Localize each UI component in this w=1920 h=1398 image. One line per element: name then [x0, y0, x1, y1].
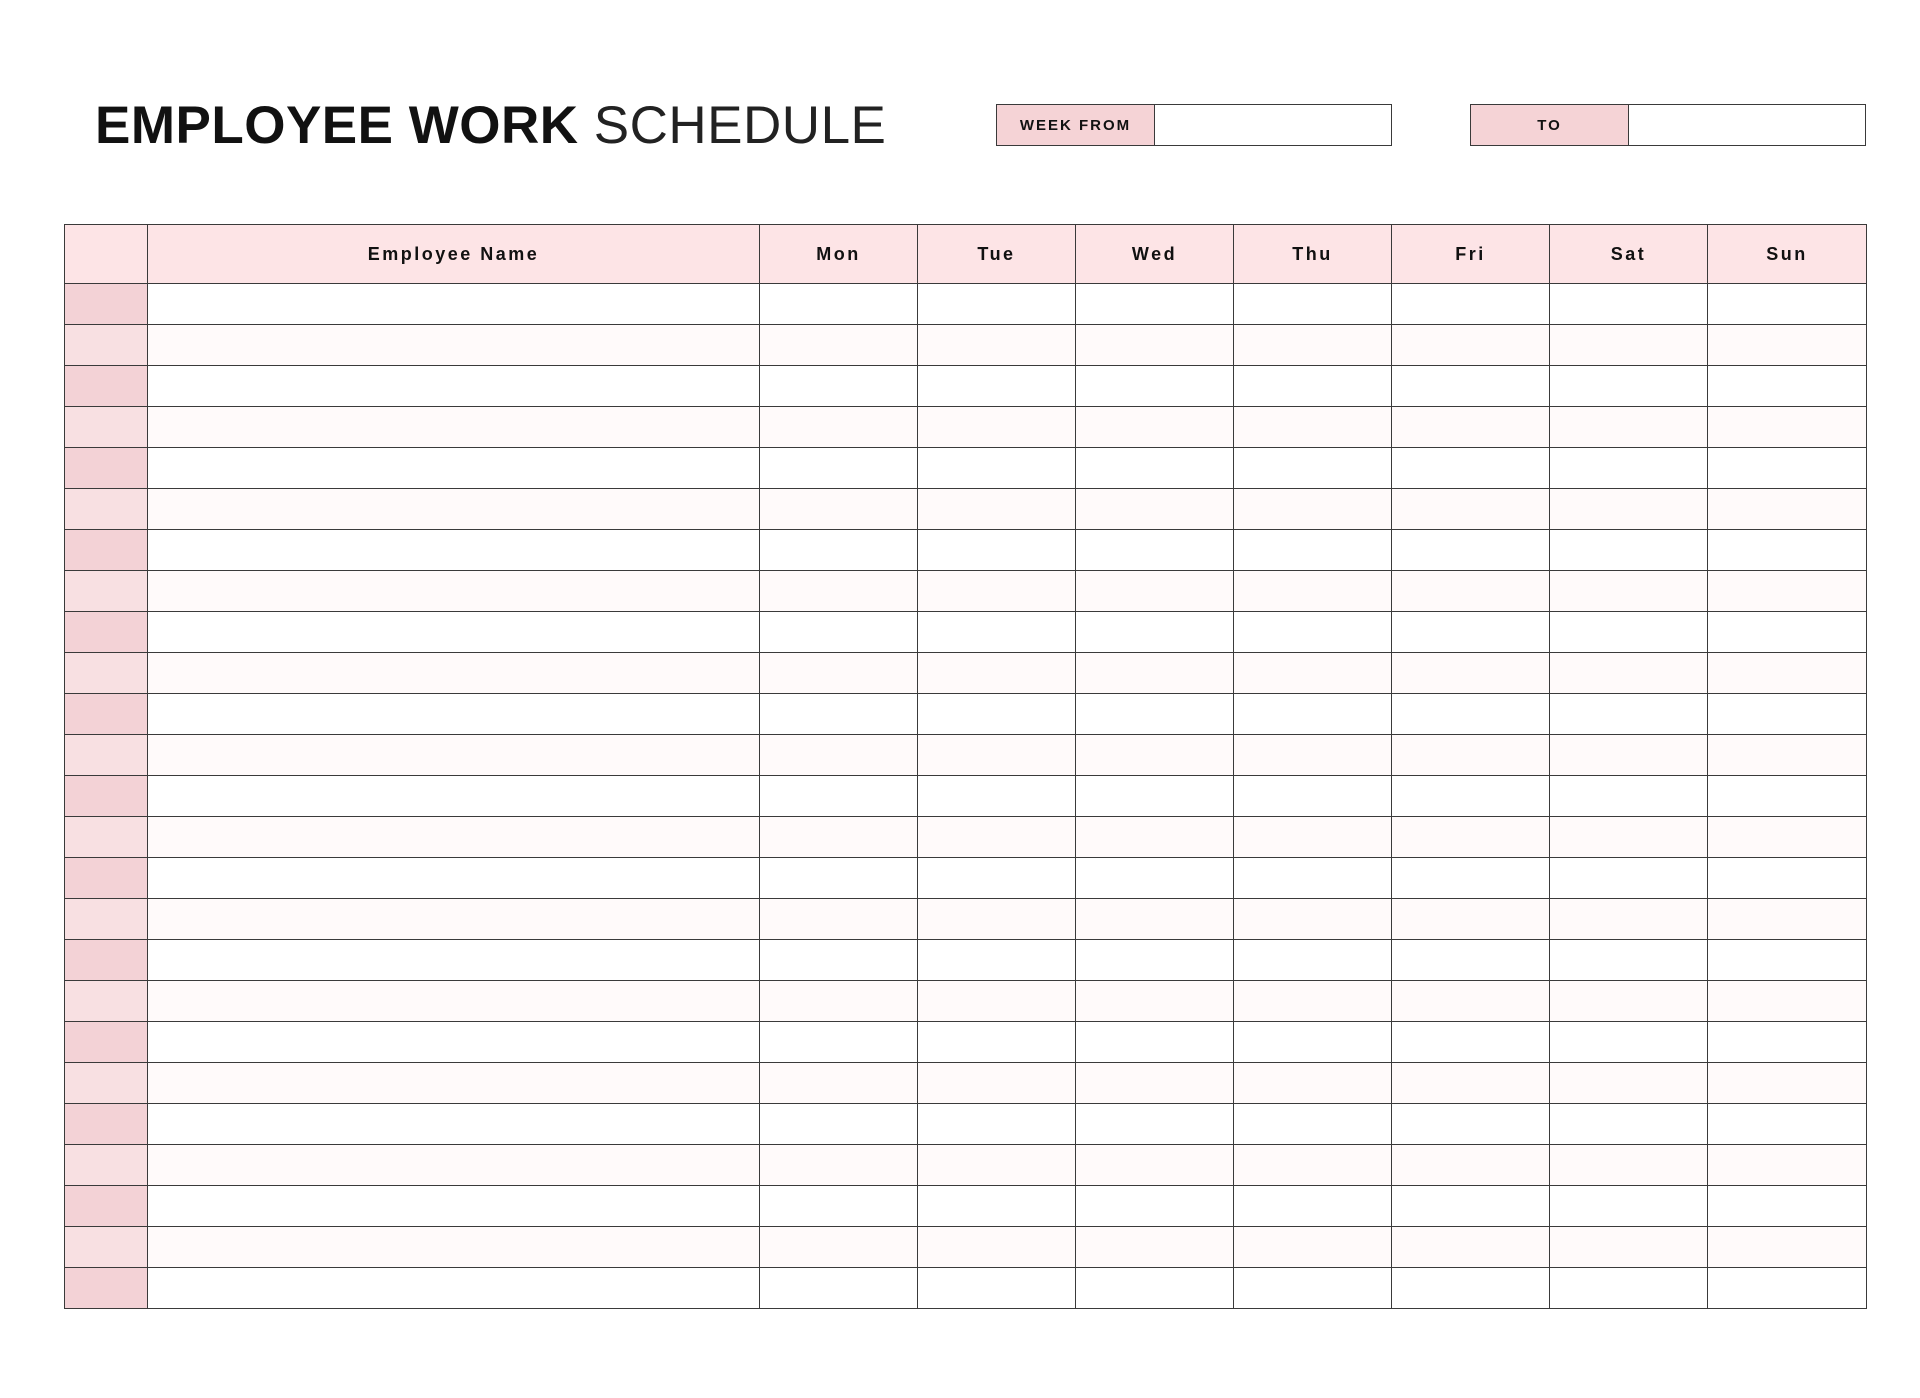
- table-row: [65, 981, 1867, 1022]
- fri-cell[interactable]: [1392, 1186, 1550, 1227]
- week-to-input[interactable]: [1629, 105, 1865, 145]
- sun-cell[interactable]: [1708, 817, 1867, 858]
- row-number-cell: [65, 489, 148, 530]
- mon-cell[interactable]: [760, 407, 918, 448]
- table-row: [65, 1063, 1867, 1104]
- sun-cell[interactable]: [1708, 1145, 1867, 1186]
- mon-cell[interactable]: [760, 1145, 918, 1186]
- tue-cell[interactable]: [918, 653, 1076, 694]
- sat-cell[interactable]: [1550, 325, 1708, 366]
- table-row: [65, 530, 1867, 571]
- wed-cell[interactable]: [1076, 1104, 1234, 1145]
- table-row: [65, 776, 1867, 817]
- wed-cell[interactable]: [1076, 325, 1234, 366]
- sun-cell[interactable]: [1708, 1063, 1867, 1104]
- row-number-cell: [65, 899, 148, 940]
- sun-cell[interactable]: [1708, 940, 1867, 981]
- sat-cell[interactable]: [1550, 817, 1708, 858]
- table-row: [65, 1104, 1867, 1145]
- employee-name-cell[interactable]: [148, 612, 760, 653]
- thu-cell[interactable]: [1234, 940, 1392, 981]
- fri-cell[interactable]: [1392, 284, 1550, 325]
- wed-cell[interactable]: [1076, 1227, 1234, 1268]
- table-row: [65, 735, 1867, 776]
- employee-name-cell[interactable]: [148, 1104, 760, 1145]
- sun-cell[interactable]: [1708, 981, 1867, 1022]
- sat-cell[interactable]: [1550, 981, 1708, 1022]
- employee-name-cell[interactable]: [148, 858, 760, 899]
- thu-cell[interactable]: [1234, 1145, 1392, 1186]
- fri-cell[interactable]: [1392, 1022, 1550, 1063]
- fri-cell[interactable]: [1392, 407, 1550, 448]
- mon-cell[interactable]: [760, 694, 918, 735]
- table-row: [65, 817, 1867, 858]
- wed-cell[interactable]: [1076, 1063, 1234, 1104]
- row-number-cell: [65, 653, 148, 694]
- tue-cell[interactable]: [918, 612, 1076, 653]
- mon-cell[interactable]: [760, 1227, 918, 1268]
- fri-cell[interactable]: [1392, 776, 1550, 817]
- table-row: [65, 858, 1867, 899]
- table-row: [65, 1186, 1867, 1227]
- table-row: [65, 407, 1867, 448]
- table-row: [65, 284, 1867, 325]
- title-light-part: SCHEDULE: [593, 96, 887, 155]
- tue-cell[interactable]: [918, 325, 1076, 366]
- tue-cell[interactable]: [918, 1145, 1076, 1186]
- header-wed: Wed: [1076, 225, 1234, 284]
- employee-name-cell[interactable]: [148, 940, 760, 981]
- sun-cell[interactable]: [1708, 1268, 1867, 1309]
- employee-name-cell[interactable]: [148, 1268, 760, 1309]
- employee-name-cell[interactable]: [148, 571, 760, 612]
- row-number-cell: [65, 1186, 148, 1227]
- row-number-cell: [65, 530, 148, 571]
- sat-cell[interactable]: [1550, 1022, 1708, 1063]
- tue-cell[interactable]: [918, 981, 1076, 1022]
- fri-cell[interactable]: [1392, 940, 1550, 981]
- mon-cell[interactable]: [760, 1063, 918, 1104]
- table-row: [65, 448, 1867, 489]
- thu-cell[interactable]: [1234, 612, 1392, 653]
- employee-name-cell[interactable]: [148, 1145, 760, 1186]
- mon-cell[interactable]: [760, 776, 918, 817]
- schedule-body: [65, 284, 1867, 1309]
- header-employee-name: Employee Name: [148, 225, 760, 284]
- employee-name-cell[interactable]: [148, 1022, 760, 1063]
- employee-name-cell[interactable]: [148, 653, 760, 694]
- fri-cell[interactable]: [1392, 1268, 1550, 1309]
- employee-name-cell[interactable]: [148, 1063, 760, 1104]
- sat-cell[interactable]: [1550, 571, 1708, 612]
- wed-cell[interactable]: [1076, 981, 1234, 1022]
- mon-cell[interactable]: [760, 940, 918, 981]
- tue-cell[interactable]: [918, 1022, 1076, 1063]
- sun-cell[interactable]: [1708, 571, 1867, 612]
- tue-cell[interactable]: [918, 366, 1076, 407]
- mon-cell[interactable]: [760, 284, 918, 325]
- mon-cell[interactable]: [760, 735, 918, 776]
- thu-cell[interactable]: [1234, 366, 1392, 407]
- table-row: [65, 899, 1867, 940]
- mon-cell[interactable]: [760, 571, 918, 612]
- row-number-cell: [65, 448, 148, 489]
- fri-cell[interactable]: [1392, 1104, 1550, 1145]
- sun-cell[interactable]: [1708, 858, 1867, 899]
- employee-name-cell[interactable]: [148, 284, 760, 325]
- fri-cell[interactable]: [1392, 653, 1550, 694]
- header-sun: Sun: [1708, 225, 1867, 284]
- table-row: [65, 489, 1867, 530]
- thu-cell[interactable]: [1234, 858, 1392, 899]
- tue-cell[interactable]: [918, 1268, 1076, 1309]
- mon-cell[interactable]: [760, 1104, 918, 1145]
- employee-name-cell[interactable]: [148, 366, 760, 407]
- table-row: [65, 1268, 1867, 1309]
- header-row: [65, 225, 1867, 284]
- wed-cell[interactable]: [1076, 899, 1234, 940]
- wed-cell[interactable]: [1076, 776, 1234, 817]
- sat-cell[interactable]: [1550, 1186, 1708, 1227]
- sat-cell[interactable]: [1550, 612, 1708, 653]
- tue-cell[interactable]: [918, 489, 1076, 530]
- tue-cell[interactable]: [918, 284, 1076, 325]
- thu-cell[interactable]: [1234, 694, 1392, 735]
- mon-cell[interactable]: [760, 858, 918, 899]
- sun-cell[interactable]: [1708, 612, 1867, 653]
- row-number-cell: [65, 1022, 148, 1063]
- wed-cell[interactable]: [1076, 530, 1234, 571]
- wed-cell[interactable]: [1076, 1022, 1234, 1063]
- fri-cell[interactable]: [1392, 489, 1550, 530]
- schedule-table: [64, 224, 1867, 1309]
- employee-name-cell[interactable]: [148, 489, 760, 530]
- week-from-input[interactable]: [1155, 105, 1391, 145]
- wed-cell[interactable]: [1076, 1268, 1234, 1309]
- header-thu: Thu: [1234, 225, 1392, 284]
- table-row: [65, 694, 1867, 735]
- sat-cell[interactable]: [1550, 1063, 1708, 1104]
- row-number-cell: [65, 735, 148, 776]
- row-number-cell: [65, 1063, 148, 1104]
- sat-cell[interactable]: [1550, 899, 1708, 940]
- wed-cell[interactable]: [1076, 448, 1234, 489]
- row-number-cell: [65, 366, 148, 407]
- wed-cell[interactable]: [1076, 571, 1234, 612]
- tue-cell[interactable]: [918, 448, 1076, 489]
- thu-cell[interactable]: [1234, 981, 1392, 1022]
- sat-cell[interactable]: [1550, 1227, 1708, 1268]
- wed-cell[interactable]: [1076, 284, 1234, 325]
- tue-cell[interactable]: [918, 858, 1076, 899]
- table-row: [65, 940, 1867, 981]
- sun-cell[interactable]: [1708, 1186, 1867, 1227]
- employee-name-cell[interactable]: [148, 735, 760, 776]
- fri-cell[interactable]: [1392, 530, 1550, 571]
- sun-cell[interactable]: [1708, 1104, 1867, 1145]
- sun-cell[interactable]: [1708, 284, 1867, 325]
- wed-cell[interactable]: [1076, 940, 1234, 981]
- row-number-cell: [65, 981, 148, 1022]
- mon-cell[interactable]: [760, 899, 918, 940]
- sun-cell[interactable]: [1708, 735, 1867, 776]
- row-number-cell: [65, 1268, 148, 1309]
- sat-cell[interactable]: [1550, 653, 1708, 694]
- sun-cell[interactable]: [1708, 407, 1867, 448]
- sun-cell[interactable]: [1708, 448, 1867, 489]
- row-number-cell: [65, 407, 148, 448]
- header-number: [65, 225, 148, 284]
- thu-cell[interactable]: [1234, 530, 1392, 571]
- thu-cell[interactable]: [1234, 1063, 1392, 1104]
- sat-cell[interactable]: [1550, 694, 1708, 735]
- row-number-cell: [65, 612, 148, 653]
- employee-name-cell[interactable]: [148, 448, 760, 489]
- tue-cell[interactable]: [918, 571, 1076, 612]
- sun-cell[interactable]: [1708, 1022, 1867, 1063]
- table-row: [65, 325, 1867, 366]
- wed-cell[interactable]: [1076, 694, 1234, 735]
- thu-cell[interactable]: [1234, 1186, 1392, 1227]
- employee-name-cell[interactable]: [148, 1227, 760, 1268]
- mon-cell[interactable]: [760, 1186, 918, 1227]
- thu-cell[interactable]: [1234, 1227, 1392, 1268]
- row-number-cell: [65, 1145, 148, 1186]
- sun-cell[interactable]: [1708, 530, 1867, 571]
- row-number-cell: [65, 817, 148, 858]
- mon-cell[interactable]: [760, 366, 918, 407]
- header-tue: Tue: [918, 225, 1076, 284]
- sat-cell[interactable]: [1550, 284, 1708, 325]
- fri-cell[interactable]: [1392, 612, 1550, 653]
- sat-cell[interactable]: [1550, 858, 1708, 899]
- sun-cell[interactable]: [1708, 899, 1867, 940]
- table-row: [65, 1145, 1867, 1186]
- sat-cell[interactable]: [1550, 407, 1708, 448]
- sun-cell[interactable]: [1708, 366, 1867, 407]
- sun-cell[interactable]: [1708, 1227, 1867, 1268]
- thu-cell[interactable]: [1234, 1104, 1392, 1145]
- row-number-cell: [65, 284, 148, 325]
- week-from-field: [996, 104, 1392, 146]
- thu-cell[interactable]: [1234, 776, 1392, 817]
- mon-cell[interactable]: [760, 981, 918, 1022]
- thu-cell[interactable]: [1234, 284, 1392, 325]
- tue-cell[interactable]: [918, 776, 1076, 817]
- row-number-cell: [65, 776, 148, 817]
- sat-cell[interactable]: [1550, 489, 1708, 530]
- thu-cell[interactable]: [1234, 407, 1392, 448]
- mon-cell[interactable]: [760, 448, 918, 489]
- row-number-cell: [65, 694, 148, 735]
- sat-cell[interactable]: [1550, 366, 1708, 407]
- row-number-cell: [65, 571, 148, 612]
- week-to-label: TO: [1471, 105, 1629, 145]
- wed-cell[interactable]: [1076, 366, 1234, 407]
- week-from-label: WEEK FROM: [997, 105, 1155, 145]
- week-to-field: [1470, 104, 1866, 146]
- thu-cell[interactable]: [1234, 653, 1392, 694]
- row-number-cell: [65, 325, 148, 366]
- wed-cell[interactable]: [1076, 489, 1234, 530]
- sun-cell[interactable]: [1708, 325, 1867, 366]
- table-row: [65, 612, 1867, 653]
- thu-cell[interactable]: [1234, 735, 1392, 776]
- thu-cell[interactable]: [1234, 571, 1392, 612]
- header-mon: Mon: [760, 225, 918, 284]
- sat-cell[interactable]: [1550, 776, 1708, 817]
- employee-name-cell[interactable]: [148, 817, 760, 858]
- mon-cell[interactable]: [760, 1022, 918, 1063]
- employee-name-cell[interactable]: [148, 325, 760, 366]
- thu-cell[interactable]: [1234, 1268, 1392, 1309]
- mon-cell[interactable]: [760, 489, 918, 530]
- wed-cell[interactable]: [1076, 407, 1234, 448]
- employee-name-cell[interactable]: [148, 899, 760, 940]
- table-row: [65, 571, 1867, 612]
- tue-cell[interactable]: [918, 1063, 1076, 1104]
- tue-cell[interactable]: [918, 530, 1076, 571]
- table-row: [65, 366, 1867, 407]
- sun-cell[interactable]: [1708, 653, 1867, 694]
- tue-cell[interactable]: [918, 940, 1076, 981]
- sat-cell[interactable]: [1550, 1104, 1708, 1145]
- thu-cell[interactable]: [1234, 448, 1392, 489]
- thu-cell[interactable]: [1234, 325, 1392, 366]
- fri-cell[interactable]: [1392, 694, 1550, 735]
- mon-cell[interactable]: [760, 1268, 918, 1309]
- header-sat: Sat: [1550, 225, 1708, 284]
- sat-cell[interactable]: [1550, 735, 1708, 776]
- tue-cell[interactable]: [918, 1186, 1076, 1227]
- sat-cell[interactable]: [1550, 1268, 1708, 1309]
- table-row: [65, 1227, 1867, 1268]
- thu-cell[interactable]: [1234, 1022, 1392, 1063]
- employee-name-cell[interactable]: [148, 776, 760, 817]
- employee-name-cell[interactable]: [148, 530, 760, 571]
- tue-cell[interactable]: [918, 1227, 1076, 1268]
- tue-cell[interactable]: [918, 1104, 1076, 1145]
- thu-cell[interactable]: [1234, 899, 1392, 940]
- sun-cell[interactable]: [1708, 694, 1867, 735]
- row-number-cell: [65, 1104, 148, 1145]
- wed-cell[interactable]: [1076, 735, 1234, 776]
- page-title: [95, 93, 886, 159]
- sat-cell[interactable]: [1550, 1145, 1708, 1186]
- fri-cell[interactable]: [1392, 366, 1550, 407]
- employee-name-cell[interactable]: [148, 1186, 760, 1227]
- employee-name-cell[interactable]: [148, 694, 760, 735]
- sat-cell[interactable]: [1550, 448, 1708, 489]
- employee-name-cell[interactable]: [148, 407, 760, 448]
- fri-cell[interactable]: [1392, 858, 1550, 899]
- row-number-cell: [65, 858, 148, 899]
- wed-cell[interactable]: [1076, 1186, 1234, 1227]
- table-row: [65, 1022, 1867, 1063]
- fri-cell[interactable]: [1392, 899, 1550, 940]
- row-number-cell: [65, 1227, 148, 1268]
- fri-cell[interactable]: [1392, 1063, 1550, 1104]
- fri-cell[interactable]: [1392, 1145, 1550, 1186]
- sun-cell[interactable]: [1708, 489, 1867, 530]
- tue-cell[interactable]: [918, 694, 1076, 735]
- mon-cell[interactable]: [760, 653, 918, 694]
- mon-cell[interactable]: [760, 612, 918, 653]
- table-row: [65, 653, 1867, 694]
- row-number-cell: [65, 940, 148, 981]
- fri-cell[interactable]: [1392, 1227, 1550, 1268]
- mon-cell[interactable]: [760, 530, 918, 571]
- thu-cell[interactable]: [1234, 817, 1392, 858]
- thu-cell[interactable]: [1234, 489, 1392, 530]
- header-fri: Fri: [1392, 225, 1550, 284]
- tue-cell[interactable]: [918, 899, 1076, 940]
- fri-cell[interactable]: [1392, 325, 1550, 366]
- fri-cell[interactable]: [1392, 448, 1550, 489]
- mon-cell[interactable]: [760, 325, 918, 366]
- wed-cell[interactable]: [1076, 858, 1234, 899]
- fri-cell[interactable]: [1392, 735, 1550, 776]
- tue-cell[interactable]: [918, 407, 1076, 448]
- fri-cell[interactable]: [1392, 571, 1550, 612]
- wed-cell[interactable]: [1076, 653, 1234, 694]
- wed-cell[interactable]: [1076, 817, 1234, 858]
- wed-cell[interactable]: [1076, 1145, 1234, 1186]
- tue-cell[interactable]: [918, 735, 1076, 776]
- sat-cell[interactable]: [1550, 940, 1708, 981]
- wed-cell[interactable]: [1076, 612, 1234, 653]
- mon-cell[interactable]: [760, 817, 918, 858]
- sun-cell[interactable]: [1708, 776, 1867, 817]
- employee-name-cell[interactable]: [148, 981, 760, 1022]
- tue-cell[interactable]: [918, 817, 1076, 858]
- fri-cell[interactable]: [1392, 981, 1550, 1022]
- sat-cell[interactable]: [1550, 530, 1708, 571]
- fri-cell[interactable]: [1392, 817, 1550, 858]
- title-bold-part: EMPLOYEE WORK: [95, 96, 579, 155]
